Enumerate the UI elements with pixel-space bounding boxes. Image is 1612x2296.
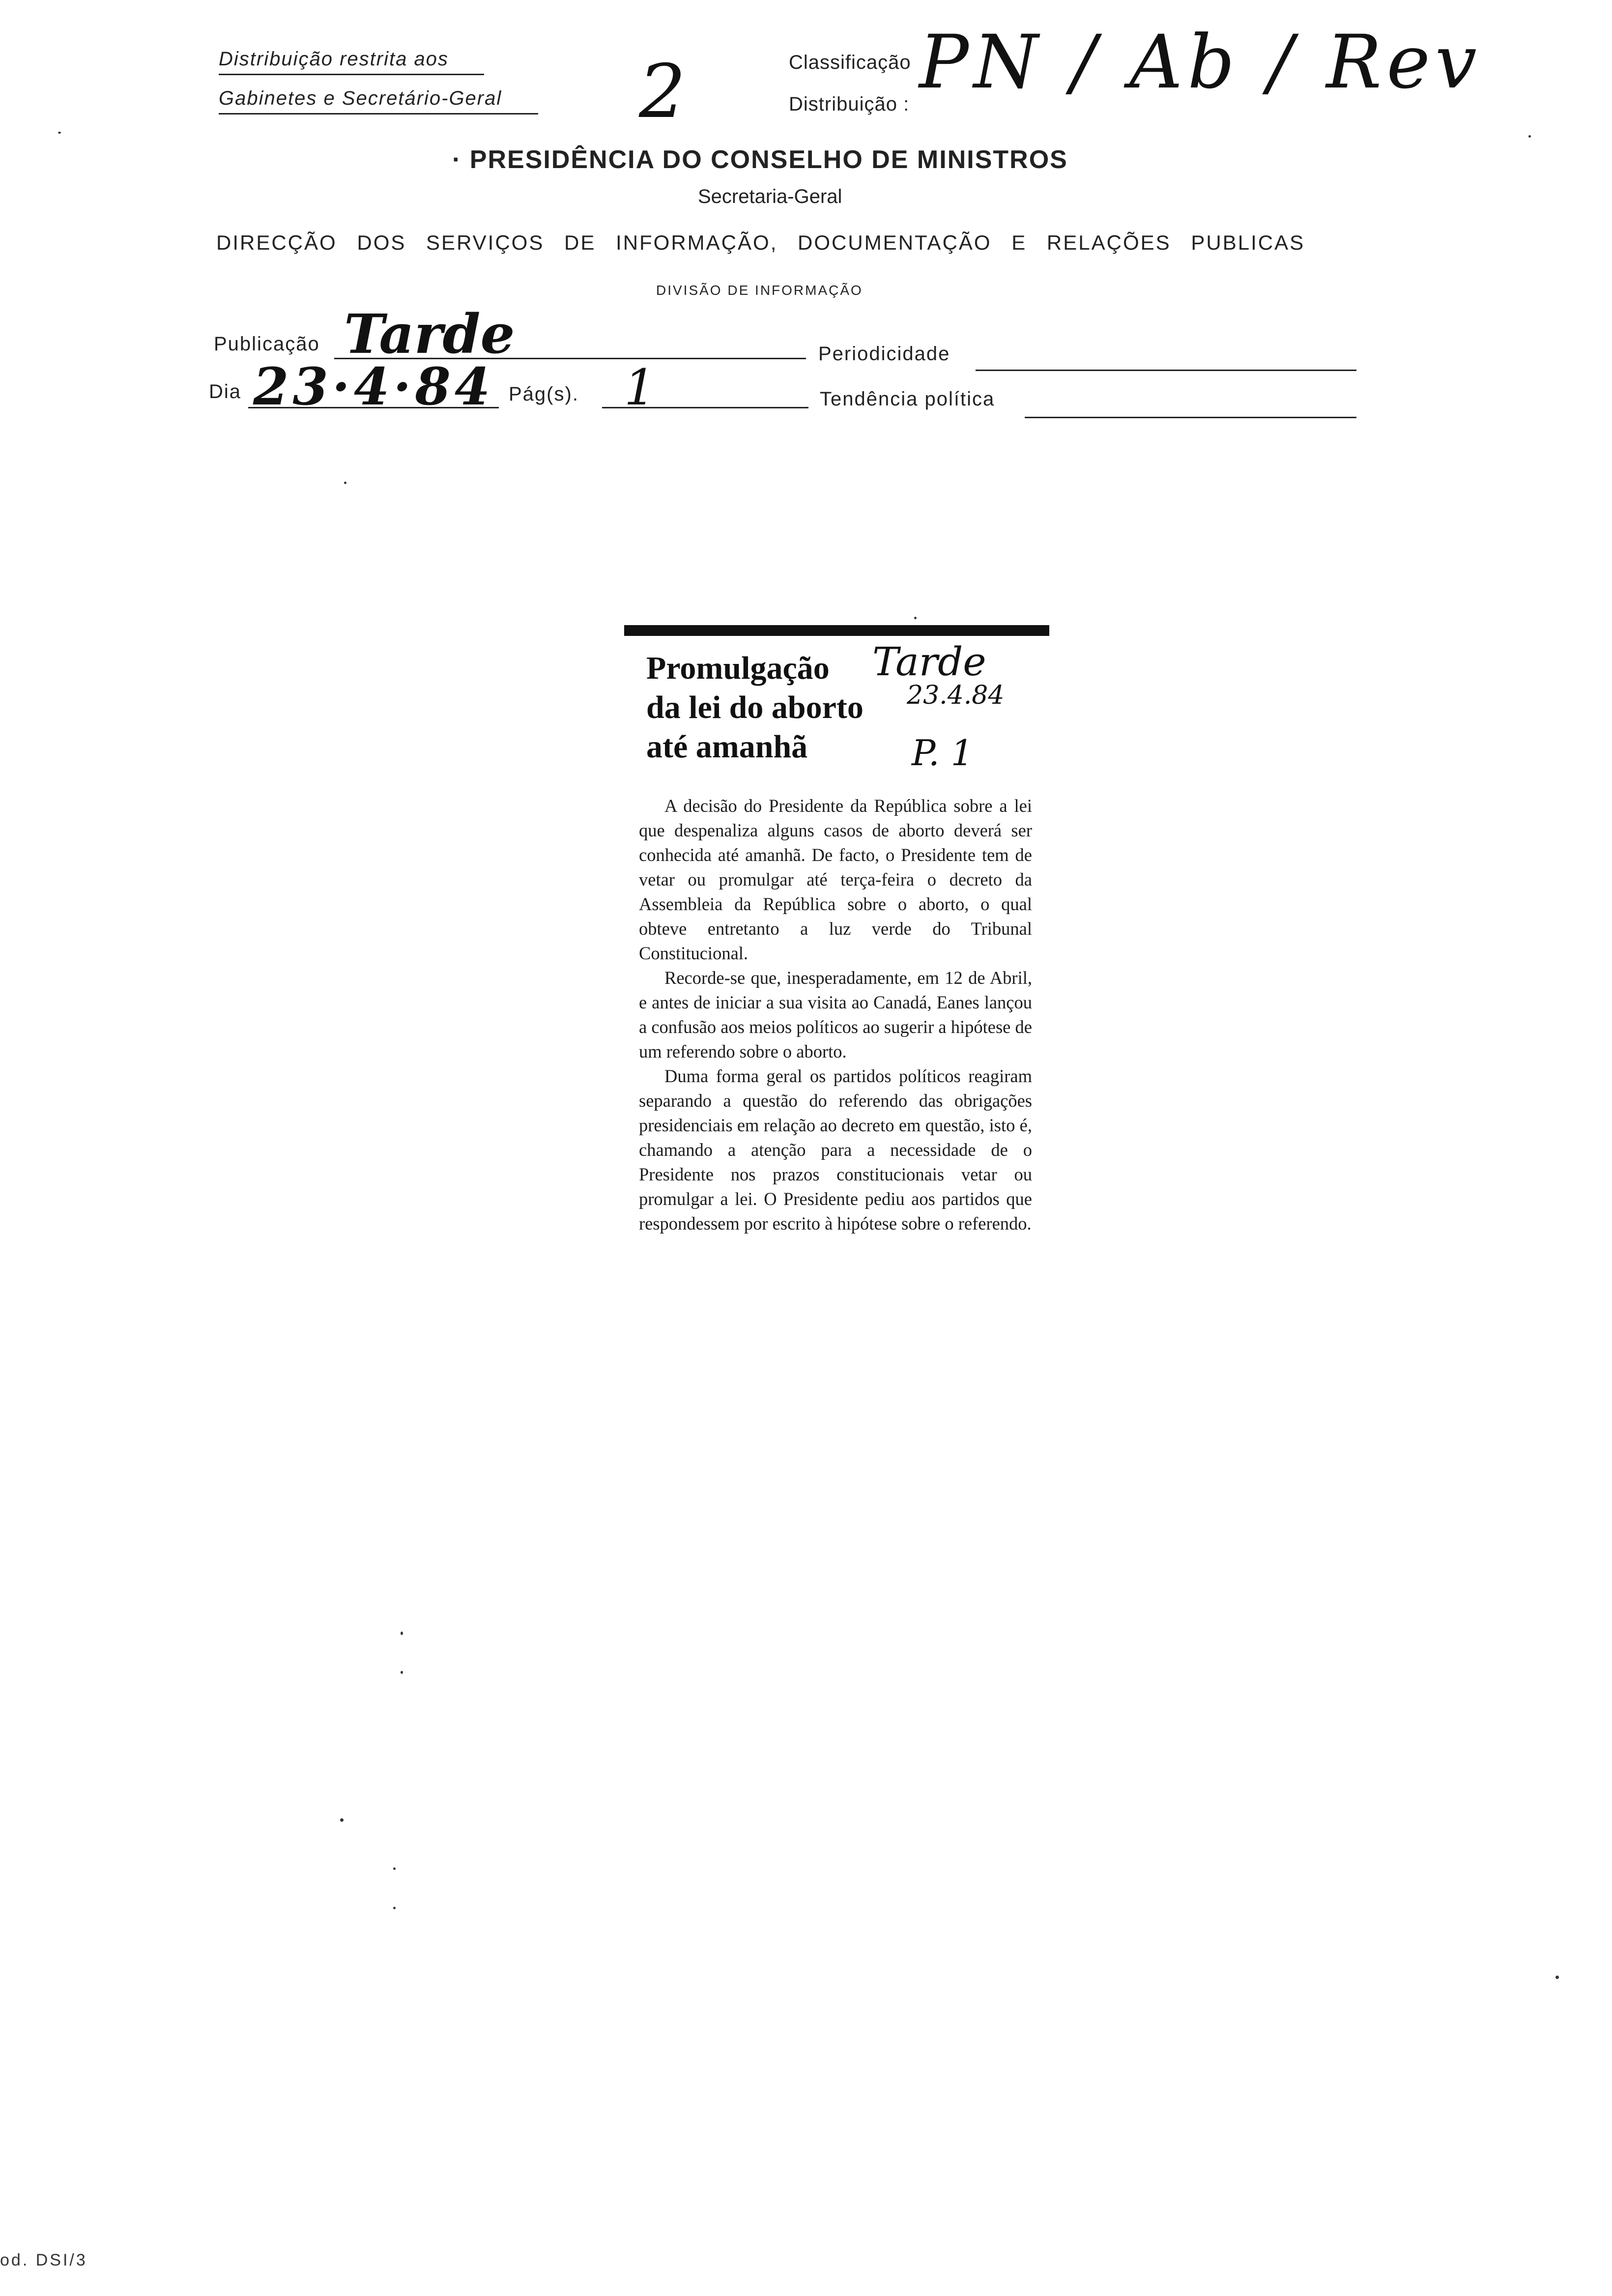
periodicity-field-line [976,370,1356,371]
scan-speck [344,482,346,484]
handwritten-page: P. 1 [912,732,974,774]
scan-speck [401,1671,403,1674]
classification-label: Classificação [789,52,911,73]
distribution-note-line1: Distribuição restrita aos [219,48,449,70]
org-title: · PRESIDÊNCIA DO CONSELHO DE MINISTROS [452,145,1068,174]
distribution-note-underline-1 [219,74,484,75]
periodicity-label: Periodicidade [818,343,950,365]
scan-speck [393,1907,396,1909]
headline-line-2: da lei do aborto [646,689,864,725]
pages-value: 1 [624,359,656,416]
day-label: Dia [209,381,242,402]
political-tendency-label: Tendência política [820,388,995,410]
publication-value: Tarde [344,302,515,366]
pages-label: Pág(s). [509,383,579,405]
handwritten-source: Tarde [872,639,986,685]
scan-speck [58,132,61,134]
distribution-note-underline-2 [219,113,538,115]
distribution-note-line2: Gabinetes e Secretário-Geral [219,87,502,109]
form-code: od. DSI/3 [0,2251,87,2269]
day-value: 23·4·84 [253,356,494,417]
article-paragraph: Duma forma geral os partidos políticos reagiram separando a questão do referendo das obrigações presidenciais em relação ao decreto em questão, isto é, chamando a atenção para a necessidade de o Presidente nos prazos constitucionais vetar ou promulgar a lei. O Presidente pediu aos partidos que respondessem por escrito à hipótese sobre o referendo. [639,1066,1032,1234]
clipping-top-bar [624,625,1049,636]
division-label: DIVISÃO DE INFORMAÇÃO [656,283,863,298]
article-paragraph: Recorde-se que, inesperadamente, em 12 de Abril, e antes de iniciar a sua visita ao Canadá, Eanes lançou a confusão aos meios políticos ao sugerir a hipótese de um referendo sobre o aborto. [639,968,1032,1062]
handwritten-date: 23.4.84 [907,681,1005,710]
handwritten-classification: PN / Ab / Rev [919,20,1482,105]
article-paragraph: A decisão do Presidente da República sobre a lei que despenaliza alguns casos de aborto deverá ser conhecida até amanhã. De facto, o Presidente tem de vetar ou promulgar até terça-feira o decreto da Assembleia da República sobre o aborto, o qual obteve entretanto a luz verde do Tribunal Constitucional. [639,796,1032,963]
sub-org: Secretaria-Geral [698,186,842,207]
scan-speck [393,1867,396,1870]
publication-label: Publicação [214,333,320,355]
scan-speck [1528,135,1531,138]
distribution-label: Distribuição : [789,93,910,115]
scan-speck [340,1818,344,1822]
headline-line-3: até amanhã [646,729,808,765]
handwritten-number: 2 [639,49,686,135]
headline-line-1: Promulgação [646,650,830,686]
scan-speck [401,1632,403,1635]
directorate-line: DIRECÇÃO DOS SERVIÇOS DE INFORMAÇÃO, DOCUMENTAÇÃO E RELAÇÕES PUBLICAS [216,231,1305,254]
political-tendency-field-line [1025,417,1356,418]
article-body [639,794,1032,1236]
scan-speck [914,617,917,619]
scan-speck [1555,1976,1559,1979]
